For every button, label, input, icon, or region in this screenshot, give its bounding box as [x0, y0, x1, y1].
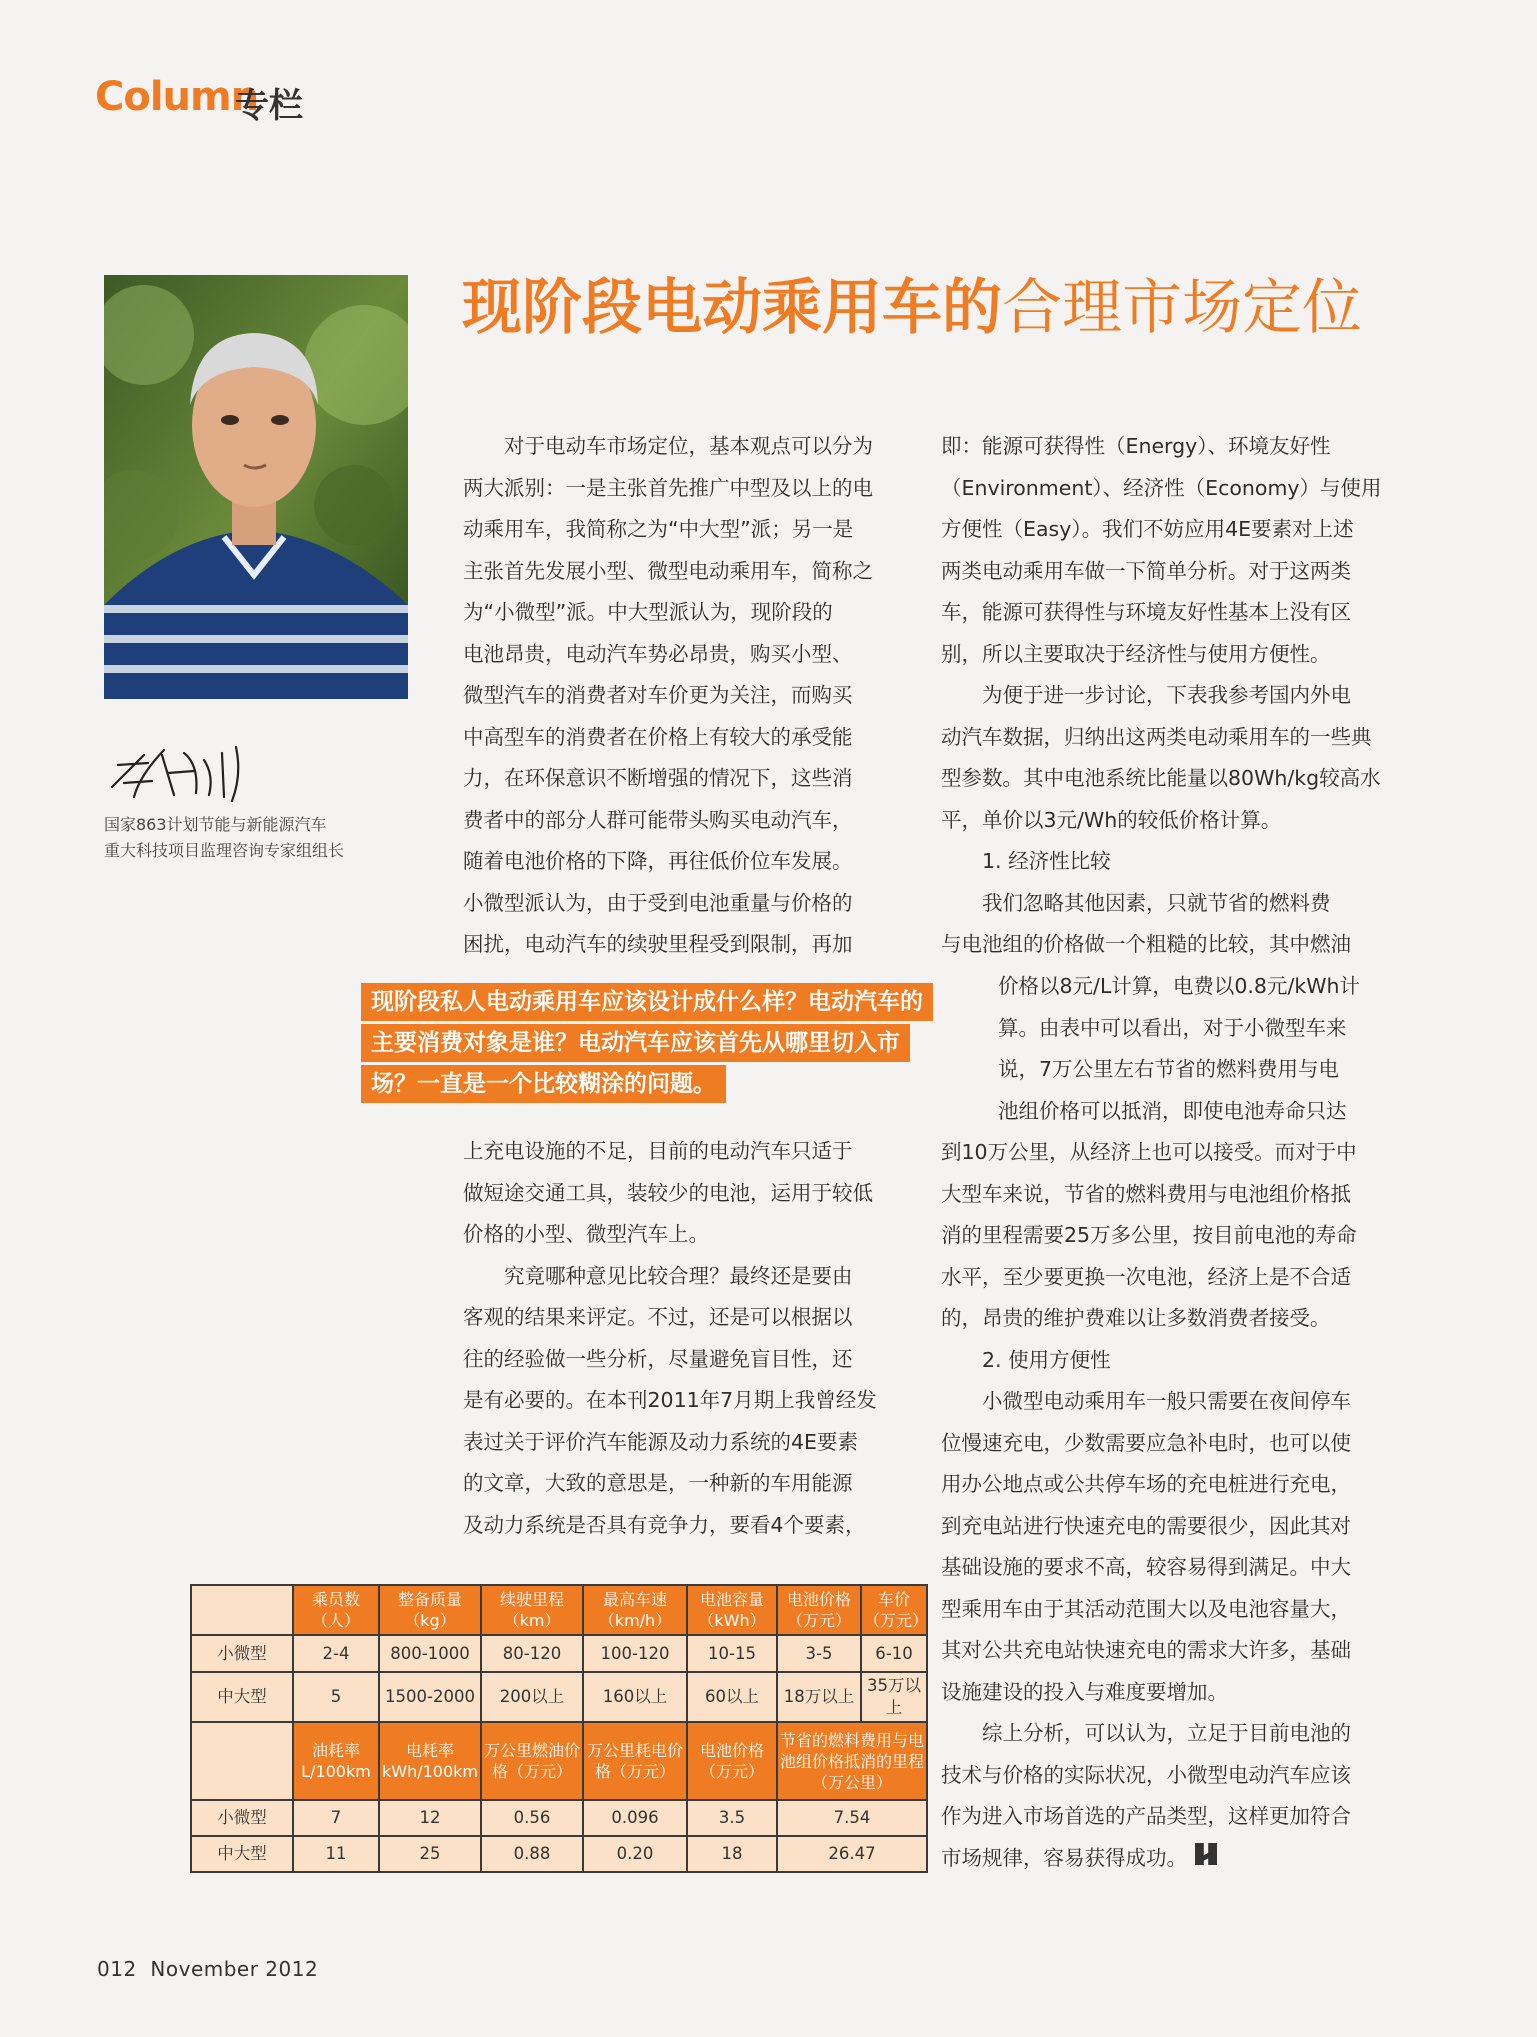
text-line: 的文章，大致的意思是，一种新的车用能源 [463, 1471, 853, 1495]
text-line: 两类电动乘用车做一下简单分析。对于这两类 [941, 558, 1351, 583]
article-title [462, 272, 1362, 344]
author-caption [104, 812, 404, 864]
table-header-cell: 电池容量（kWh） [687, 1585, 777, 1635]
table-cell: 11 [293, 1836, 379, 1872]
text-line: 平，单价以3元/Wh的较低价格计算。 [941, 807, 1282, 832]
text-line: 客观的结果来评定。不过，还是可以根据以 [463, 1305, 853, 1329]
table-cell: 0.88 [481, 1836, 583, 1872]
caption-line: 重大科技项目监理咨询专家组组长 [104, 841, 345, 860]
table-header-cell: 油耗率 L/100km [293, 1722, 379, 1800]
table-header-cell: 车价（万元） [861, 1585, 927, 1635]
body-column-right-bottom [941, 1132, 1385, 1879]
text-line: 基础设施的要求不高，较容易得到满足。中大 [941, 1555, 1351, 1579]
text-line: 困扰，电动汽车的续驶里程受到限制，再加 [463, 932, 853, 956]
section-heading: 1. 经济性比较 [982, 849, 1111, 873]
table-cell: 26.47 [777, 1836, 927, 1872]
caption-line: 国家863计划节能与新能源汽车 [104, 815, 327, 834]
text-line: 往的经验做一些分析，尽量避免盲目性，还 [463, 1346, 853, 1371]
text-line: 算。由表中可以看出，对于小微型车来 [998, 1015, 1347, 1040]
table-row-label: 中大型 [191, 1836, 293, 1872]
table-header-cell: 电池价格（万元） [777, 1585, 861, 1635]
table-cell: 18万以上 [777, 1672, 861, 1722]
table-cell: 800-1000 [379, 1635, 481, 1672]
table-cell: 25 [379, 1836, 481, 1872]
table-cell: 3-5 [777, 1635, 861, 1672]
text-line: 对于电动车市场定位，基本观点可以分为 [504, 434, 873, 458]
table-header-cell: 节省的燃料费用与电池组价格抵消的里程（万公里） [777, 1722, 927, 1800]
table-row [191, 1800, 927, 1836]
pull-quote-line: 场？一直是一个比较糊涂的问题。 [361, 1065, 726, 1103]
table-cell: 80-120 [481, 1635, 583, 1672]
text-line: 综上分析，可以认为，立足于目前电池的 [982, 1721, 1351, 1745]
table-cell: 0.56 [481, 1800, 583, 1836]
page-footer [97, 1957, 318, 1981]
table-header-cell: 整备质量（kg） [379, 1585, 481, 1635]
text-line: 其对公共充电站快速充电的需求大许多，基础 [941, 1638, 1351, 1662]
table-header-cell: 乘员数（人） [293, 1585, 379, 1635]
title-bold: 现阶段电动乘用车的 [462, 273, 1002, 343]
text-line: 主张首先发展小型、微型电动乘用车，简称之 [463, 558, 873, 583]
table-cell: 6-10 [861, 1635, 927, 1672]
text-line: 池组价格可以抵消，即使电池寿命只达 [998, 1098, 1347, 1123]
text-line: 随着电池价格的下降，再往低价位车发展。 [463, 849, 853, 873]
comparison-table [190, 1584, 928, 1873]
text-line: 做短途交通工具，装较少的电池，运用于较低 [463, 1180, 873, 1205]
end-mark-icon [1195, 1843, 1217, 1866]
table-cell: 7.54 [777, 1800, 927, 1836]
text-line: 到10万公里，从经济上也可以接受。而对于中 [941, 1140, 1357, 1164]
text-line: 是有必要的。在本刊2011年7月期上我曾经发 [463, 1388, 877, 1412]
body-column-right-top [941, 426, 1385, 966]
text-line: 究竟哪种意见比较合理？最终还是要由 [504, 1263, 853, 1288]
table-header-cell: 万公里耗电价格（万元） [583, 1722, 687, 1800]
body-column-right-indented [998, 966, 1385, 1132]
text-line: 费者中的部分人群可能带头购买电动汽车， [463, 807, 853, 832]
text-line: 即：能源可获得性（Energy）、环境友好性 [941, 434, 1331, 458]
table-cell: 35万以上 [861, 1672, 927, 1722]
text-line: 动乘用车，我简称之为“中大型”派；另一是 [463, 517, 854, 541]
table-row [191, 1836, 927, 1872]
column-label-cn: 专栏 [235, 86, 303, 126]
text-line: 水平，至少要更换一次电池，经济上是不合适 [941, 1264, 1351, 1289]
table-header-cell: 续驶里程（km） [481, 1585, 583, 1635]
text-line: 价格以8元/L计算，电费以0.8元/kWh计 [998, 974, 1361, 998]
body-column-left-top [463, 426, 907, 966]
table-cell: 1500-2000 [379, 1672, 481, 1722]
text-line: 价格的小型、微型汽车上。 [463, 1222, 709, 1246]
table-corner-cell [191, 1585, 293, 1635]
table-cell: 5 [293, 1672, 379, 1722]
table-row-label: 中大型 [191, 1672, 293, 1722]
text-line: 到充电站进行快速充电的需要很少，因此其对 [941, 1513, 1351, 1538]
text-line: 大型车来说，节省的燃料费用与电池组价格抵 [941, 1181, 1351, 1206]
table-row [191, 1672, 927, 1722]
table-cell: 2-4 [293, 1635, 379, 1672]
text-line: 作为进入市场首选的产品类型，这样更加符合 [941, 1804, 1351, 1828]
text-line: 小微型派认为，由于受到电池重量与价格的 [463, 890, 853, 915]
title-light: 合理市场定位 [1002, 273, 1362, 343]
text-line: 技术与价格的实际状况，小微型电动汽车应该 [941, 1762, 1351, 1787]
text-line: 小微型电动乘用车一般只需要在夜间停车 [982, 1389, 1351, 1413]
table-cell: 10-15 [687, 1635, 777, 1672]
table-cell: 0.096 [583, 1800, 687, 1836]
text-line: 动汽车数据，归纳出这两类电动乘用车的一些典 [941, 724, 1372, 749]
text-line: 微型汽车的消费者对车价更为关注，而购买 [463, 683, 853, 707]
text-line: 力，在环保意识不断增强的情况下，这些消 [463, 766, 853, 790]
table-cell: 18 [687, 1836, 777, 1872]
table-header-cell: 电耗率 kWh/100km [379, 1722, 481, 1800]
text-line: 中高型车的消费者在价格上有较大的承受能 [463, 724, 853, 749]
table-header-cell: 万公里燃油价格（万元） [481, 1722, 583, 1800]
section-heading: 2. 使用方便性 [982, 1347, 1111, 1372]
author-photo [104, 275, 408, 699]
text-line: 方便性（Easy）。我们不妨应用4E要素对上述 [941, 517, 1354, 541]
table-cell: 100-120 [583, 1635, 687, 1672]
table-cell: 200以上 [481, 1672, 583, 1722]
table-cell: 12 [379, 1800, 481, 1836]
table-row [191, 1635, 927, 1672]
text-line: 为“小微型”派。中大型派认为，现阶段的 [463, 600, 833, 624]
text-line: 位慢速充电，少数需要应急补电时，也可以使 [941, 1430, 1351, 1455]
body-column-left-bottom [463, 1131, 907, 1546]
text-line: 的，昂贵的维护费难以让多数消费者接受。 [941, 1306, 1331, 1330]
pull-quote [361, 983, 979, 1106]
text-line: 与电池组的价格做一个粗糙的比较，其中燃油 [941, 932, 1351, 956]
text-line: （Environment）、经济性（Economy）与使用 [941, 475, 1382, 500]
column-label: Column [95, 74, 259, 120]
table-cell: 60以上 [687, 1672, 777, 1722]
text-line: 型参数。其中电池系统比能量以80Wh/kg较高水 [941, 766, 1381, 790]
text-line: 为便于进一步讨论，下表我参考国内外电 [982, 683, 1351, 707]
table-cell: 7 [293, 1800, 379, 1836]
text-line: 说，7万公里左右节省的燃料费用与电 [998, 1057, 1340, 1081]
page-number: 012 [97, 1957, 137, 1981]
table-row-label: 小微型 [191, 1635, 293, 1672]
text-line: 电池昂贵，电动汽车势必昂贵，购买小型、 [463, 641, 853, 666]
text-line: 市场规律，容易获得成功。 [941, 1845, 1187, 1870]
table-row-label: 小微型 [191, 1800, 293, 1836]
table-cell: 3.5 [687, 1800, 777, 1836]
table-corner-cell [191, 1722, 293, 1800]
pull-quote-line: 主要消费对象是谁？电动汽车应该首先从哪里切入市 [361, 1024, 910, 1062]
text-line: 型乘用车由于其活动范围大以及电池容量大， [941, 1596, 1351, 1621]
text-line: 消的里程需要25万多公里，按目前电池的寿命 [941, 1223, 1357, 1247]
text-line: 两大派别：一是主张首先推广中型及以上的电 [463, 475, 873, 500]
text-line: 设施建设的投入与难度要增加。 [941, 1679, 1228, 1704]
table-cell: 0.20 [583, 1836, 687, 1872]
text-line: 及动力系统是否具有竞争力，要看4个要素， [463, 1512, 866, 1537]
text-line: 上充电设施的不足，目前的电动汽车只适于 [463, 1139, 853, 1163]
text-line: 用办公地点或公共停车场的充电桩进行充电， [941, 1472, 1351, 1496]
author-signature [104, 735, 274, 805]
pull-quote-line: 现阶段私人电动乘用车应该设计成什么样？电动汽车的 [361, 983, 933, 1021]
text-line: 车，能源可获得性与环境友好性基本上没有区 [941, 600, 1351, 624]
table-header-cell: 电池价格（万元） [687, 1722, 777, 1800]
text-line: 我们忽略其他因素，只就节省的燃料费 [982, 890, 1331, 915]
issue-date: November 2012 [150, 1957, 319, 1981]
table-cell: 160以上 [583, 1672, 687, 1722]
text-line: 别，所以主要取决于经济性与使用方便性。 [941, 641, 1331, 666]
text-line: 表过关于评价汽车能源及动力系统的4E要素 [463, 1429, 858, 1454]
table-header-cell: 最高车速（km/h） [583, 1585, 687, 1635]
